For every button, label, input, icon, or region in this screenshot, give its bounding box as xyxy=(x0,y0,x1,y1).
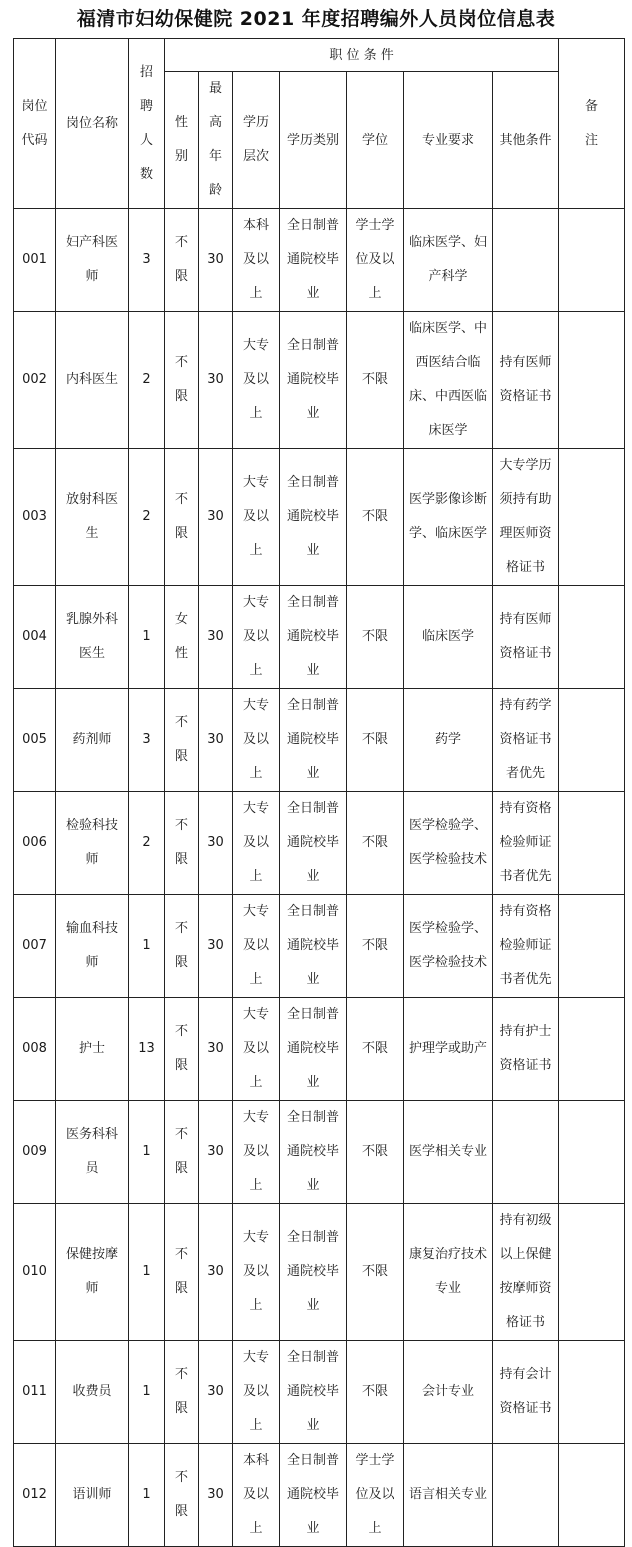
cell-gender: 不 限 xyxy=(165,895,199,998)
header-remark: 备 注 xyxy=(559,39,625,209)
cell-edu-type: 全日制普 通院校毕 业 xyxy=(280,312,347,449)
cell-other: 持有医师 资格证书 xyxy=(493,312,559,449)
cell-other xyxy=(493,209,559,312)
cell-other: 大专学历 须持有助 理医师资 格证书 xyxy=(493,449,559,586)
cell-age: 30 xyxy=(199,312,233,449)
cell-major: 会计专业 xyxy=(404,1341,493,1444)
cell-count: 1 xyxy=(129,1341,165,1444)
cell-count: 1 xyxy=(129,1444,165,1547)
cell-degree: 不限 xyxy=(347,1341,404,1444)
cell-name: 乳腺外科 医生 xyxy=(56,586,129,689)
cell-edu-level: 大专 及以 上 xyxy=(233,1204,280,1341)
cell-code: 001 xyxy=(14,209,56,312)
cell-count: 13 xyxy=(129,998,165,1101)
cell-major: 医学检验学、 医学检验技术 xyxy=(404,792,493,895)
cell-major: 医学检验学、 医学检验技术 xyxy=(404,895,493,998)
cell-other xyxy=(493,1101,559,1204)
cell-major: 护理学或助产 xyxy=(404,998,493,1101)
cell-edu-type: 全日制普 通院校毕 业 xyxy=(280,998,347,1101)
cell-gender: 不 限 xyxy=(165,449,199,586)
cell-edu-level: 大专 及以 上 xyxy=(233,312,280,449)
cell-degree: 不限 xyxy=(347,689,404,792)
cell-edu-level: 大专 及以 上 xyxy=(233,689,280,792)
cell-other: 持有会计 资格证书 xyxy=(493,1341,559,1444)
cell-degree: 不限 xyxy=(347,586,404,689)
cell-count: 2 xyxy=(129,449,165,586)
cell-major: 医学相关专业 xyxy=(404,1101,493,1204)
header-conditions: 职 位 条 件 xyxy=(165,39,559,72)
cell-edu-type: 全日制普 通院校毕 业 xyxy=(280,586,347,689)
cell-age: 30 xyxy=(199,1444,233,1547)
cell-degree: 不限 xyxy=(347,1204,404,1341)
cell-remark xyxy=(559,895,625,998)
cell-name: 药剂师 xyxy=(56,689,129,792)
cell-count: 3 xyxy=(129,689,165,792)
cell-name: 放射科医 生 xyxy=(56,449,129,586)
header-major: 专业要求 xyxy=(404,72,493,209)
cell-remark xyxy=(559,312,625,449)
cell-gender: 不 限 xyxy=(165,209,199,312)
page-title: 福清市妇幼保健院 2021 年度招聘编外人员岗位信息表 xyxy=(76,8,556,30)
header-name: 岗位名称 xyxy=(56,39,129,209)
cell-age: 30 xyxy=(199,449,233,586)
cell-code: 012 xyxy=(14,1444,56,1547)
cell-count: 3 xyxy=(129,209,165,312)
cell-edu-type: 全日制普 通院校毕 业 xyxy=(280,209,347,312)
cell-age: 30 xyxy=(199,1204,233,1341)
cell-major: 医学影像诊断 学、临床医学 xyxy=(404,449,493,586)
cell-code: 010 xyxy=(14,1204,56,1341)
cell-major: 药学 xyxy=(404,689,493,792)
cell-edu-type: 全日制普 通院校毕 业 xyxy=(280,1341,347,1444)
table-row xyxy=(14,998,625,1101)
cell-age: 30 xyxy=(199,1101,233,1204)
cell-degree: 不限 xyxy=(347,312,404,449)
table-row xyxy=(14,1101,625,1204)
cell-count: 2 xyxy=(129,312,165,449)
cell-gender: 不 限 xyxy=(165,1204,199,1341)
table-row xyxy=(14,209,625,312)
cell-edu-level: 大专 及以 上 xyxy=(233,1101,280,1204)
cell-edu-type: 全日制普 通院校毕 业 xyxy=(280,895,347,998)
cell-code: 011 xyxy=(14,1341,56,1444)
cell-count: 1 xyxy=(129,1101,165,1204)
header-code: 岗位 代码 xyxy=(14,39,56,209)
table-row xyxy=(14,689,625,792)
cell-name: 妇产科医 师 xyxy=(56,209,129,312)
table-row xyxy=(14,449,625,586)
cell-name: 护士 xyxy=(56,998,129,1101)
cell-degree: 不限 xyxy=(347,1101,404,1204)
cell-gender: 不 限 xyxy=(165,1341,199,1444)
cell-count: 2 xyxy=(129,792,165,895)
cell-code: 009 xyxy=(14,1101,56,1204)
cell-major: 康复治疗技术 专业 xyxy=(404,1204,493,1341)
cell-edu-level: 大专 及以 上 xyxy=(233,1341,280,1444)
table-row xyxy=(14,312,625,449)
cell-edu-level: 大专 及以 上 xyxy=(233,449,280,586)
cell-count: 1 xyxy=(129,895,165,998)
cell-edu-level: 大专 及以 上 xyxy=(233,998,280,1101)
cell-edu-level: 大专 及以 上 xyxy=(233,792,280,895)
cell-other: 持有医师 资格证书 xyxy=(493,586,559,689)
cell-remark xyxy=(559,998,625,1101)
cell-age: 30 xyxy=(199,689,233,792)
cell-degree: 不限 xyxy=(347,792,404,895)
cell-remark xyxy=(559,1101,625,1204)
cell-remark xyxy=(559,1444,625,1547)
cell-degree: 不限 xyxy=(347,895,404,998)
cell-edu-type: 全日制普 通院校毕 业 xyxy=(280,1101,347,1204)
cell-gender: 不 限 xyxy=(165,312,199,449)
cell-count: 1 xyxy=(129,1204,165,1341)
table-row xyxy=(14,895,625,998)
table-row xyxy=(14,586,625,689)
cell-major: 语言相关专业 xyxy=(404,1444,493,1547)
table-row xyxy=(14,1204,625,1341)
header-edu-level: 学历 层次 xyxy=(233,72,280,209)
cell-major: 临床医学、妇 产科学 xyxy=(404,209,493,312)
cell-degree: 不限 xyxy=(347,449,404,586)
cell-code: 006 xyxy=(14,792,56,895)
cell-code: 004 xyxy=(14,586,56,689)
table-row xyxy=(14,1444,625,1547)
cell-name: 收费员 xyxy=(56,1341,129,1444)
cell-degree: 不限 xyxy=(347,998,404,1101)
cell-degree: 学士学 位及以 上 xyxy=(347,1444,404,1547)
cell-other: 持有初级 以上保健 按摩师资 格证书 xyxy=(493,1204,559,1341)
cell-edu-level: 大专 及以 上 xyxy=(233,895,280,998)
cell-edu-level: 大专 及以 上 xyxy=(233,586,280,689)
cell-gender: 不 限 xyxy=(165,792,199,895)
cell-gender: 不 限 xyxy=(165,998,199,1101)
positions-table xyxy=(13,38,625,1547)
cell-age: 30 xyxy=(199,209,233,312)
cell-other xyxy=(493,1444,559,1547)
cell-other: 持有护士 资格证书 xyxy=(493,998,559,1101)
cell-degree: 学士学 位及以 上 xyxy=(347,209,404,312)
cell-age: 30 xyxy=(199,792,233,895)
cell-name: 保健按摩 师 xyxy=(56,1204,129,1341)
cell-remark xyxy=(559,1204,625,1341)
cell-edu-type: 全日制普 通院校毕 业 xyxy=(280,689,347,792)
cell-remark xyxy=(559,449,625,586)
cell-name: 语训师 xyxy=(56,1444,129,1547)
cell-remark xyxy=(559,689,625,792)
table-row xyxy=(14,792,625,895)
cell-major: 临床医学、中 西医结合临 床、中西医临 床医学 xyxy=(404,312,493,449)
header-other: 其他条件 xyxy=(493,72,559,209)
cell-gender: 女 性 xyxy=(165,586,199,689)
cell-edu-type: 全日制普 通院校毕 业 xyxy=(280,449,347,586)
cell-code: 008 xyxy=(14,998,56,1101)
cell-name: 医务科科 员 xyxy=(56,1101,129,1204)
cell-gender: 不 限 xyxy=(165,689,199,792)
cell-remark xyxy=(559,209,625,312)
cell-gender: 不 限 xyxy=(165,1444,199,1547)
cell-code: 005 xyxy=(14,689,56,792)
header-degree: 学位 xyxy=(347,72,404,209)
cell-remark xyxy=(559,792,625,895)
header-edu-type: 学历类别 xyxy=(280,72,347,209)
cell-other: 持有资格 检验师证 书者优先 xyxy=(493,895,559,998)
cell-age: 30 xyxy=(199,586,233,689)
cell-gender: 不 限 xyxy=(165,1101,199,1204)
cell-edu-level: 本科 及以 上 xyxy=(233,1444,280,1547)
cell-edu-level: 本科 及以 上 xyxy=(233,209,280,312)
header-row-top xyxy=(14,39,625,72)
cell-age: 30 xyxy=(199,1341,233,1444)
cell-code: 003 xyxy=(14,449,56,586)
cell-edu-type: 全日制普 通院校毕 业 xyxy=(280,792,347,895)
cell-count: 1 xyxy=(129,586,165,689)
header-age: 最 高 年 龄 xyxy=(199,72,233,209)
cell-code: 007 xyxy=(14,895,56,998)
cell-other: 持有药学 资格证书 者优先 xyxy=(493,689,559,792)
cell-age: 30 xyxy=(199,895,233,998)
cell-remark xyxy=(559,1341,625,1444)
header-gender: 性 别 xyxy=(165,72,199,209)
cell-remark xyxy=(559,586,625,689)
cell-name: 内科医生 xyxy=(56,312,129,449)
cell-other: 持有资格 检验师证 书者优先 xyxy=(493,792,559,895)
cell-name: 输血科技 师 xyxy=(56,895,129,998)
cell-age: 30 xyxy=(199,998,233,1101)
cell-major: 临床医学 xyxy=(404,586,493,689)
cell-edu-type: 全日制普 通院校毕 业 xyxy=(280,1444,347,1547)
cell-name: 检验科技 师 xyxy=(56,792,129,895)
header-count: 招 聘 人 数 xyxy=(129,39,165,209)
cell-edu-type: 全日制普 通院校毕 业 xyxy=(280,1204,347,1341)
cell-code: 002 xyxy=(14,312,56,449)
table-row xyxy=(14,1341,625,1444)
